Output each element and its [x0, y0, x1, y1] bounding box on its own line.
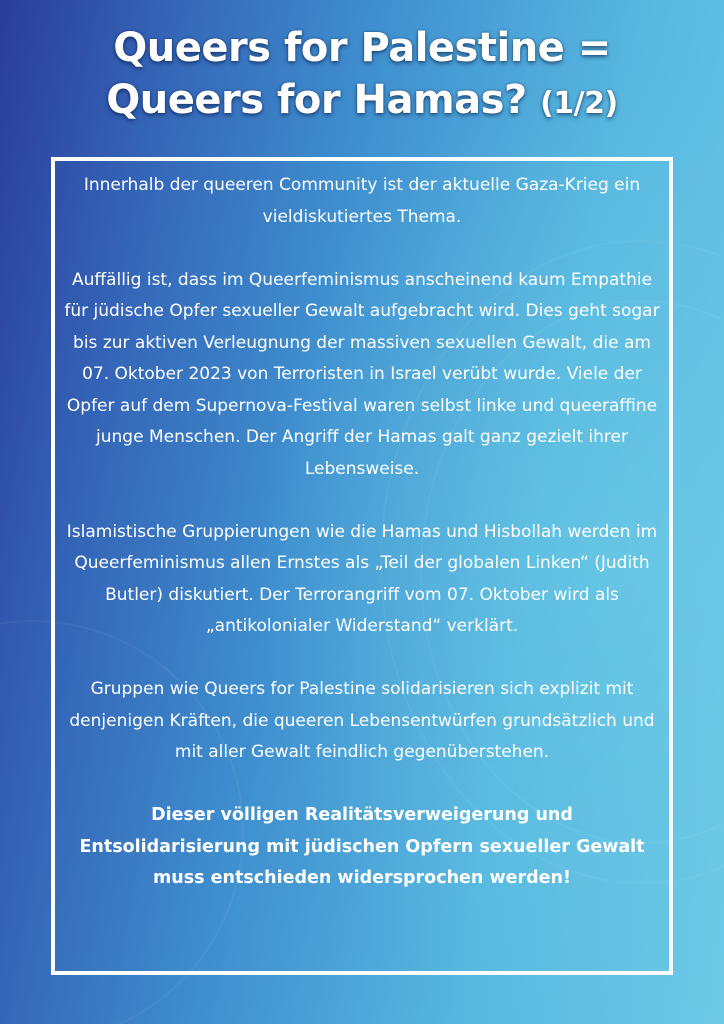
title-line-1: Queers for Palestine =	[113, 25, 611, 71]
title-line-2-text: Queers for Hamas?	[106, 77, 527, 123]
paragraph-intro: Innerhalb der queeren Community ist der aktuelle Gaza-Krieg ein vieldiskutiertes Thema.	[83, 175, 641, 227]
page-title	[0, 22, 724, 130]
title-part-indicator: (1/2)	[540, 86, 618, 121]
paragraph-islamist-groups: Islamistische Gruppierungen wie die Hamas und Hisbollah werden im Queerfeminismus allen Ernstes als „Teil der globalen Linken“ (Judith Butler) diskutiert. Der Terrorangriff vom 07. Oktober wird als „antikolonialer Widerstand“ verklärt.	[66, 521, 658, 636]
body-text	[51, 170, 673, 895]
paragraph-empathy: Auffällig ist, dass im Queerfeminismus anscheinend kaum Empathie für jüdische Opfer sexueller Gewalt aufgebracht wird. Dies geht sogar bis zur aktiven Verleugnung der massiven sexuellen Gewalt, die am 07. Oktober 2023 von Terroristen in Israel verübt wurde. Viele der Opfer auf dem Supernova-Festival waren selbst linke und queeraffine junge Menschen. Der Angriff der Hamas galt ganz gezielt ihrer Lebensweise.	[64, 269, 660, 479]
paragraph-queers-for-palestine: Gruppen wie Queers for Palestine solidarisieren sich explizit mit denjenigen Kräften, die queeren Lebensentwürfen grundsätzlich und mit aller Gewalt feindlich gegenüberstehen.	[69, 679, 655, 762]
title-line-2	[0, 74, 724, 130]
closing-statement: Dieser völligen Realitätsverweigerung und Entsolidarisierung mit jüdischen Opfern sexueller Gewalt muss entschieden widersprochen werden!	[79, 805, 645, 888]
